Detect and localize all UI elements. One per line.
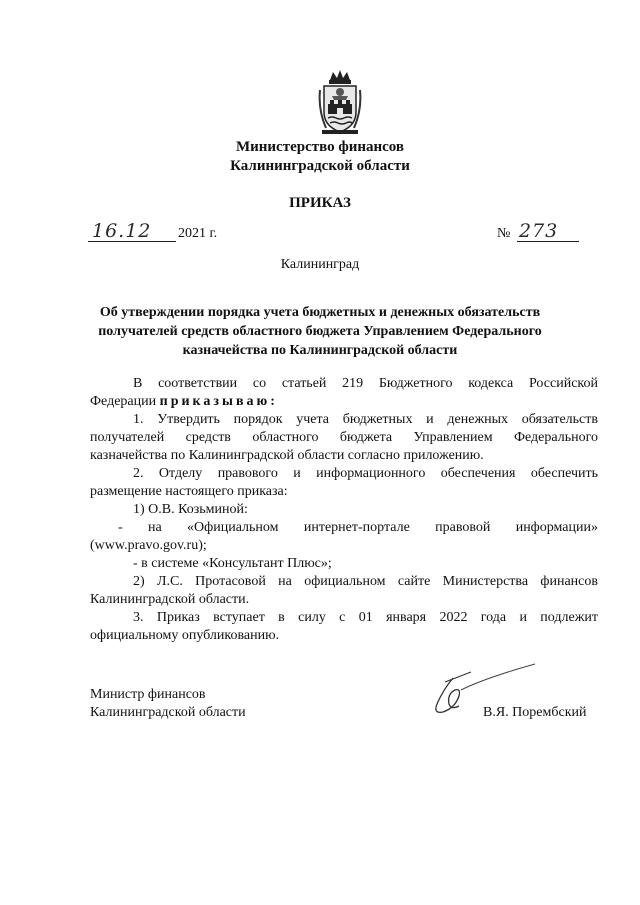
item-3-line: официальному опубликованию. bbox=[90, 628, 280, 643]
coat-of-arms-emblem bbox=[318, 70, 362, 136]
body-text: Федерации bbox=[90, 394, 160, 409]
handwritten-number: 273 bbox=[519, 220, 559, 242]
subitem-2-line: Калининградской области. bbox=[90, 592, 250, 607]
ministry-name-line1: Министерство финансов bbox=[235, 139, 405, 155]
document-type-heading: ПРИКАЗ bbox=[289, 195, 351, 211]
document-number-field bbox=[497, 220, 597, 244]
body-paragraph-line: В соответствии со статьей 219 Бюджетного кодекса Российской bbox=[133, 376, 598, 391]
item-2-line: 2. Отделу правового и информационного обеспечения обеспечить bbox=[133, 466, 598, 481]
item-1-line: казначейства по Калининградской области согласно приложению. bbox=[90, 448, 484, 463]
item-1-line: получателей средств областного бюджета Управлением Федерального bbox=[90, 430, 598, 445]
city-name: Калининград bbox=[280, 257, 360, 272]
signatory-position-line2: Калининградской области bbox=[90, 705, 246, 720]
ministry-name-line2: Калининградской области bbox=[230, 158, 410, 174]
body-paragraph-line bbox=[90, 393, 598, 411]
subitem-2-line: 2) Л.С. Протасовой на официальном сайте Министерства финансов bbox=[133, 574, 598, 589]
date-year: 2021 г. bbox=[178, 226, 218, 241]
date-field bbox=[88, 220, 228, 244]
item-2-line: размещение настоящего приказа: bbox=[90, 484, 288, 499]
subitem-1a-line: (www.pravo.gov.ru); bbox=[90, 538, 207, 553]
document-title-line3: казначейства по Калининградской области bbox=[182, 343, 458, 358]
subitem-1: 1) О.В. Козьминой: bbox=[133, 502, 248, 517]
number-sign: № bbox=[497, 226, 511, 241]
handwritten-date: 16.12 bbox=[92, 220, 152, 242]
signatory-name: В.Я. Порембский bbox=[483, 705, 587, 720]
document-title-line1: Об утверждении порядка учета бюджетных и денежных обязательств bbox=[99, 305, 541, 320]
number-underline bbox=[517, 241, 579, 242]
item-3-line: 3. Приказ вступает в силу с 01 января 2022 года и подлежит bbox=[133, 610, 598, 625]
date-underline bbox=[88, 241, 176, 242]
item-1-line: 1. Утвердить порядок учета бюджетных и денежных обязательств bbox=[133, 412, 598, 427]
document-title-line2: получателей средств областного бюджета Управлением Федерального bbox=[98, 324, 542, 339]
subitem-1b: - в системе «Консультант Плюс»; bbox=[133, 556, 332, 571]
subitem-1a-line: - на «Официальном интернет-портале правовой информации» bbox=[118, 520, 598, 535]
signatory-position-line1: Министр финансов bbox=[90, 687, 206, 702]
order-keyword: приказываю: bbox=[159, 394, 278, 409]
